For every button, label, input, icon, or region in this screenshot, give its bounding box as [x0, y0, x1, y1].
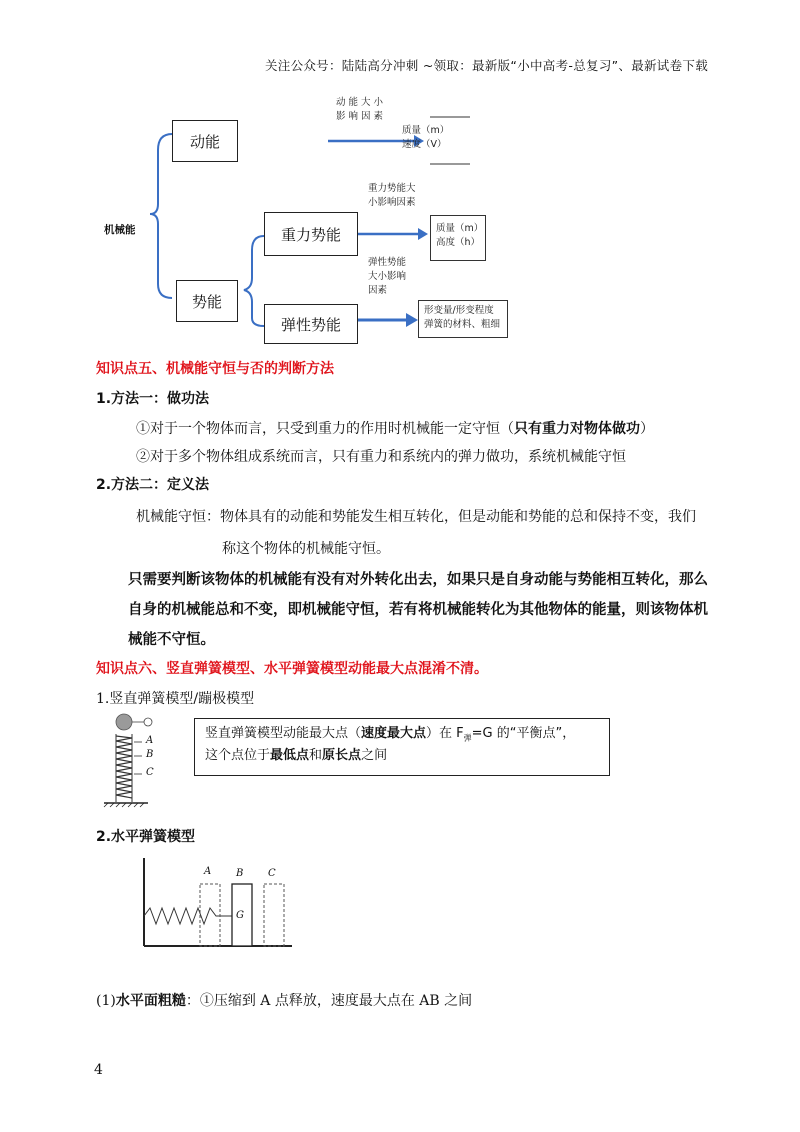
mechanical-energy-label: 机械能 [104, 224, 136, 236]
rough-surface-line [96, 990, 472, 1010]
explanation-subscript: 弹 [463, 733, 472, 743]
vertical-spring-figure [100, 708, 170, 808]
method1-item1 [136, 418, 654, 438]
elastic-factor-deformation: 形变量/形变程度 [424, 305, 494, 316]
vertical-spring-title: 1.竖直弹簧模型/蹦极模型 [96, 691, 255, 707]
elastic-factor-material: 弹簧的材料、粗细 [424, 319, 501, 330]
explanation-line2 [205, 747, 599, 764]
block-label-g: G [236, 910, 244, 921]
section6-heading: 知识点六、竖直弹簧模型、水平弹簧模型动能最大点混淆不清。 [96, 661, 488, 677]
method2-title [96, 474, 209, 494]
explanation-text: =G 的“平衡点”， [471, 726, 576, 741]
method1-title [96, 388, 209, 408]
explanation-bold: 速度最大点 [361, 726, 427, 741]
potential-energy-box: 势能 [176, 280, 238, 322]
explanation-text: ）在 F [426, 726, 464, 741]
block-label-c: C [268, 868, 276, 879]
explanation-text: 和 [309, 747, 323, 763]
explanation-line1 [205, 725, 599, 747]
method1-item1-end: ） [640, 421, 654, 437]
kinetic-factors [402, 124, 449, 152]
explanation-text: 这个点位于 [205, 747, 271, 763]
kinetic-factor-title [336, 96, 383, 124]
gravity-factors-box [430, 215, 486, 261]
horizontal-spring-title [96, 826, 195, 846]
rough-bold: 水平面粗糙 [115, 993, 186, 1009]
rough-prefix: (1) [96, 993, 116, 1009]
method1-title-text: 1.方法一：做功法 [96, 391, 210, 407]
method2-line1: 机械能守恒：物体具有的动能和势能发生相互转化，但是动能和势能的总和保持不变，我们 [136, 509, 696, 525]
kinetic-factor-velocity: 速度（V） [402, 139, 447, 150]
gravity-factor-mass: 质量（m） [436, 223, 484, 234]
kinetic-factor-title-line: 影 响 因 素 [336, 111, 384, 122]
kinetic-factor-title-line: 动 能 大 小 [336, 97, 384, 108]
gravity-factor-title-line: 小影响因素 [368, 197, 416, 208]
gravity-factor-height: 高度（h） [436, 237, 481, 248]
method1-item1-bold: 只有重力对物体做功 [514, 421, 640, 437]
horizontal-spring-title-text: 2.水平弹簧模型 [96, 829, 196, 845]
page-number: 4 [94, 1062, 103, 1078]
spring-label-a: A [146, 735, 154, 746]
elastic-pe-box: 弹性势能 [264, 304, 358, 344]
gravity-factor-title-line: 重力势能大 [368, 183, 416, 194]
note-line1: 只需要判断该物体的机械能有没有对外转化出去，如果只是自身动能与势能相互转化，那么 [128, 572, 708, 588]
method2-line2: 称这个物体的机械能守恒。 [222, 541, 390, 557]
explanation-bold: 原长点 [322, 747, 362, 763]
spring-label-c: C [146, 767, 154, 778]
block-label-a: A [204, 866, 212, 877]
elastic-factor-title-line: 因素 [368, 285, 388, 296]
note-line3: 械能不守恒。 [128, 632, 215, 648]
section5-heading: 知识点五、机械能守恒与否的判断方法 [96, 361, 334, 377]
spring-label-b: B [146, 749, 154, 760]
vertical-spring-explanation [194, 718, 610, 776]
method2-title-text: 2.方法二：定义法 [96, 477, 210, 493]
method1-item1-text: ①对于一个物体而言，只受到重力的作用时机械能一定守恒（ [136, 421, 514, 437]
explanation-text: 竖直弹簧模型动能最大点（ [205, 726, 362, 741]
gravity-factor-title [368, 182, 416, 210]
energy-diagram-lines [0, 0, 800, 360]
elastic-factor-title [368, 256, 406, 298]
note-line2: 自身的机械能总和不变，即机械能守恒，若有将机械能转化为其他物体的能量，则该物体机 [128, 602, 708, 618]
rough-text: ：①压缩到 A 点释放，速度最大点在 AB 之间 [185, 993, 473, 1009]
method1-item2: ②对于多个物体组成系统而言，只有重力和系统内的弹力做功，系统机械能守恒 [136, 449, 626, 465]
kinetic-energy-box: 动能 [172, 120, 238, 162]
page-header: 关注公众号：陆陆高分冲刺 ~领取：最新版“小中高考-总复习”、最新试卷下载 [264, 58, 708, 73]
explanation-bold: 最低点 [270, 747, 310, 763]
elastic-factor-title-line: 大小影响 [368, 271, 407, 282]
elastic-factor-title-line: 弹性势能 [368, 257, 407, 268]
explanation-text: 之间 [361, 747, 388, 763]
kinetic-factor-mass: 质量（m） [402, 125, 450, 136]
elastic-factors-box [418, 300, 508, 338]
block-label-b: B [236, 868, 244, 879]
gravity-pe-box: 重力势能 [264, 212, 358, 256]
